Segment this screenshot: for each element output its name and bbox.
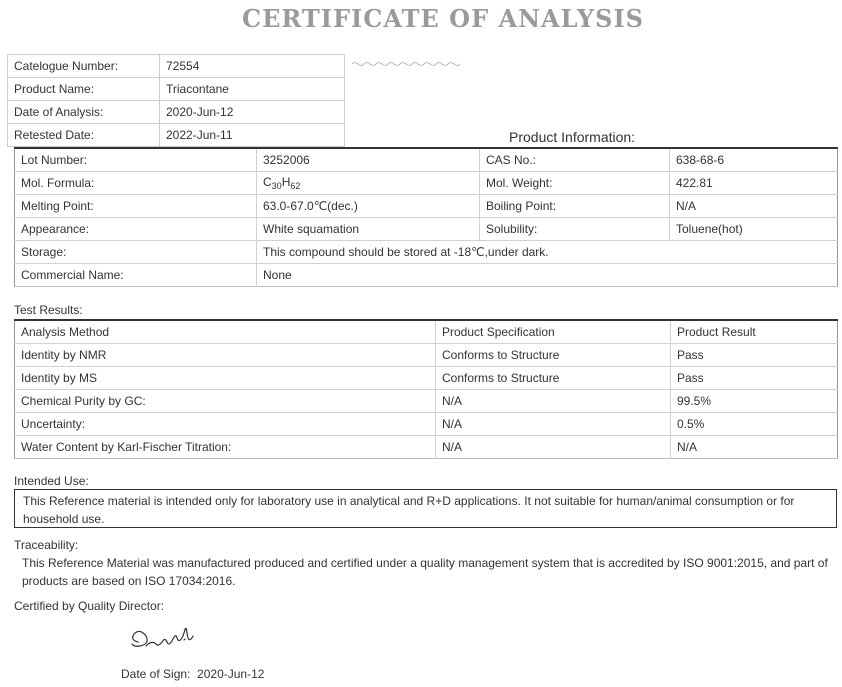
catalogue-number-value: 72554 — [160, 55, 345, 78]
product-specification: Conforms to Structure — [436, 366, 671, 389]
commercial-name-value: None — [257, 263, 838, 286]
lot-number-label: Lot Number: — [15, 148, 257, 171]
catalogue-number-label: Catelogue Number: — [8, 55, 160, 78]
mol-formula-value — [257, 171, 480, 194]
document-title: CERTIFICATE OF ANALYSIS — [241, 4, 645, 33]
intended-use-heading: Intended Use: — [14, 474, 89, 488]
mol-formula-label: Mol. Formula: — [15, 171, 257, 194]
retested-date-value: 2022-Jun-11 — [160, 124, 345, 147]
table-row — [15, 148, 838, 171]
product-specification: Conforms to Structure — [436, 343, 671, 366]
analysis-method: Water Content by Karl-Fischer Titration: — [21, 439, 232, 454]
product-result: Pass — [671, 366, 838, 389]
decorative-wave — [352, 60, 460, 68]
product-information-heading: Product Information: — [509, 129, 636, 145]
table-row — [15, 412, 838, 435]
traceability-heading: Traceability: — [14, 538, 79, 552]
certified-by-heading: Certified by Quality Director: — [14, 599, 165, 613]
analysis-method: Chemical Purity by GC: — [15, 389, 436, 412]
product-specification: N/A — [436, 412, 671, 435]
mol-weight-label: Mol. Weight: — [480, 171, 670, 194]
table-row — [15, 194, 838, 217]
table-row — [15, 343, 838, 366]
test-results-table — [14, 319, 838, 459]
table-row — [15, 263, 838, 286]
signature-image — [128, 628, 200, 654]
cas-number-label: CAS No.: — [480, 148, 670, 171]
analysis-method: Identity by MS — [15, 366, 436, 389]
test-results-heading: Test Results: — [14, 303, 83, 317]
table-header-row — [15, 320, 838, 343]
sign-date-label: Date of Sign: — [121, 667, 191, 681]
table-row — [15, 435, 838, 458]
column-header: Product Specification — [436, 320, 671, 343]
boiling-point-value: N/A — [670, 194, 838, 217]
analysis-method: Uncertainty: — [15, 412, 436, 435]
appearance-label: Appearance: — [15, 217, 257, 240]
table-row — [15, 366, 838, 389]
product-info-table — [14, 147, 838, 287]
analysis-date-label: Date of Analysis: — [8, 101, 160, 124]
analysis-date-value: 2020-Jun-12 — [160, 101, 345, 124]
formula-hydrogen: H — [281, 174, 291, 189]
melting-point-label: Melting Point: — [15, 194, 257, 217]
retested-date-label: Retested Date: — [8, 124, 160, 147]
storage-label: Storage: — [15, 240, 257, 263]
table-row — [15, 389, 838, 412]
storage-value: This compound should be stored at -18℃,under dark. — [257, 240, 838, 263]
product-result: 99.5% — [671, 389, 838, 412]
table-row — [8, 124, 345, 147]
table-row — [15, 240, 838, 263]
catalogue-table — [7, 54, 345, 147]
product-result: 0.5% — [671, 412, 838, 435]
formula-carbon-count: 30 — [271, 180, 282, 191]
table-row — [15, 217, 838, 240]
analysis-method: Identity by NMR — [15, 343, 436, 366]
melting-point-value: 63.0-67.0℃(dec.) — [257, 194, 480, 217]
table-row — [15, 171, 838, 194]
cas-number-value: 638-68-6 — [670, 148, 838, 171]
solubility-label: Solubility: — [480, 217, 670, 240]
commercial-name-label: Commercial Name: — [21, 267, 124, 282]
product-name-value: Triacontane — [160, 78, 345, 101]
column-header: Analysis Method — [15, 320, 436, 343]
mol-weight-value: 422.81 — [670, 171, 838, 194]
product-specification: N/A — [436, 435, 671, 458]
traceability-text: This Reference Material was manufactured produced and certified under a quality management system that is accredited by ISO 9001:2015, and part of products are based on ISO 17034:2016. — [22, 556, 828, 588]
product-result: Pass — [671, 343, 838, 366]
product-specification: N/A — [436, 389, 671, 412]
sign-date — [121, 667, 264, 681]
formula-carbon: C — [263, 174, 272, 189]
solubility-value: Toluene(hot) — [670, 217, 838, 240]
appearance-value: White squamation — [257, 217, 480, 240]
sign-date-value: 2020-Jun-12 — [197, 667, 265, 681]
product-result: N/A — [671, 435, 838, 458]
table-row — [8, 55, 345, 78]
product-name-label: Product Name: — [8, 78, 160, 101]
intended-use-text: This Reference material is intended only for laboratory use in analytical and R+D applications. It not suitable for human/animal consumption or for household use. — [14, 489, 837, 528]
table-row — [8, 101, 345, 124]
column-header: Product Result — [671, 320, 838, 343]
formula-hydrogen-count: 62 — [290, 180, 301, 191]
table-row — [8, 78, 345, 101]
boiling-point-label: Boiling Point: — [480, 194, 670, 217]
lot-number-value: 3252006 — [257, 148, 480, 171]
